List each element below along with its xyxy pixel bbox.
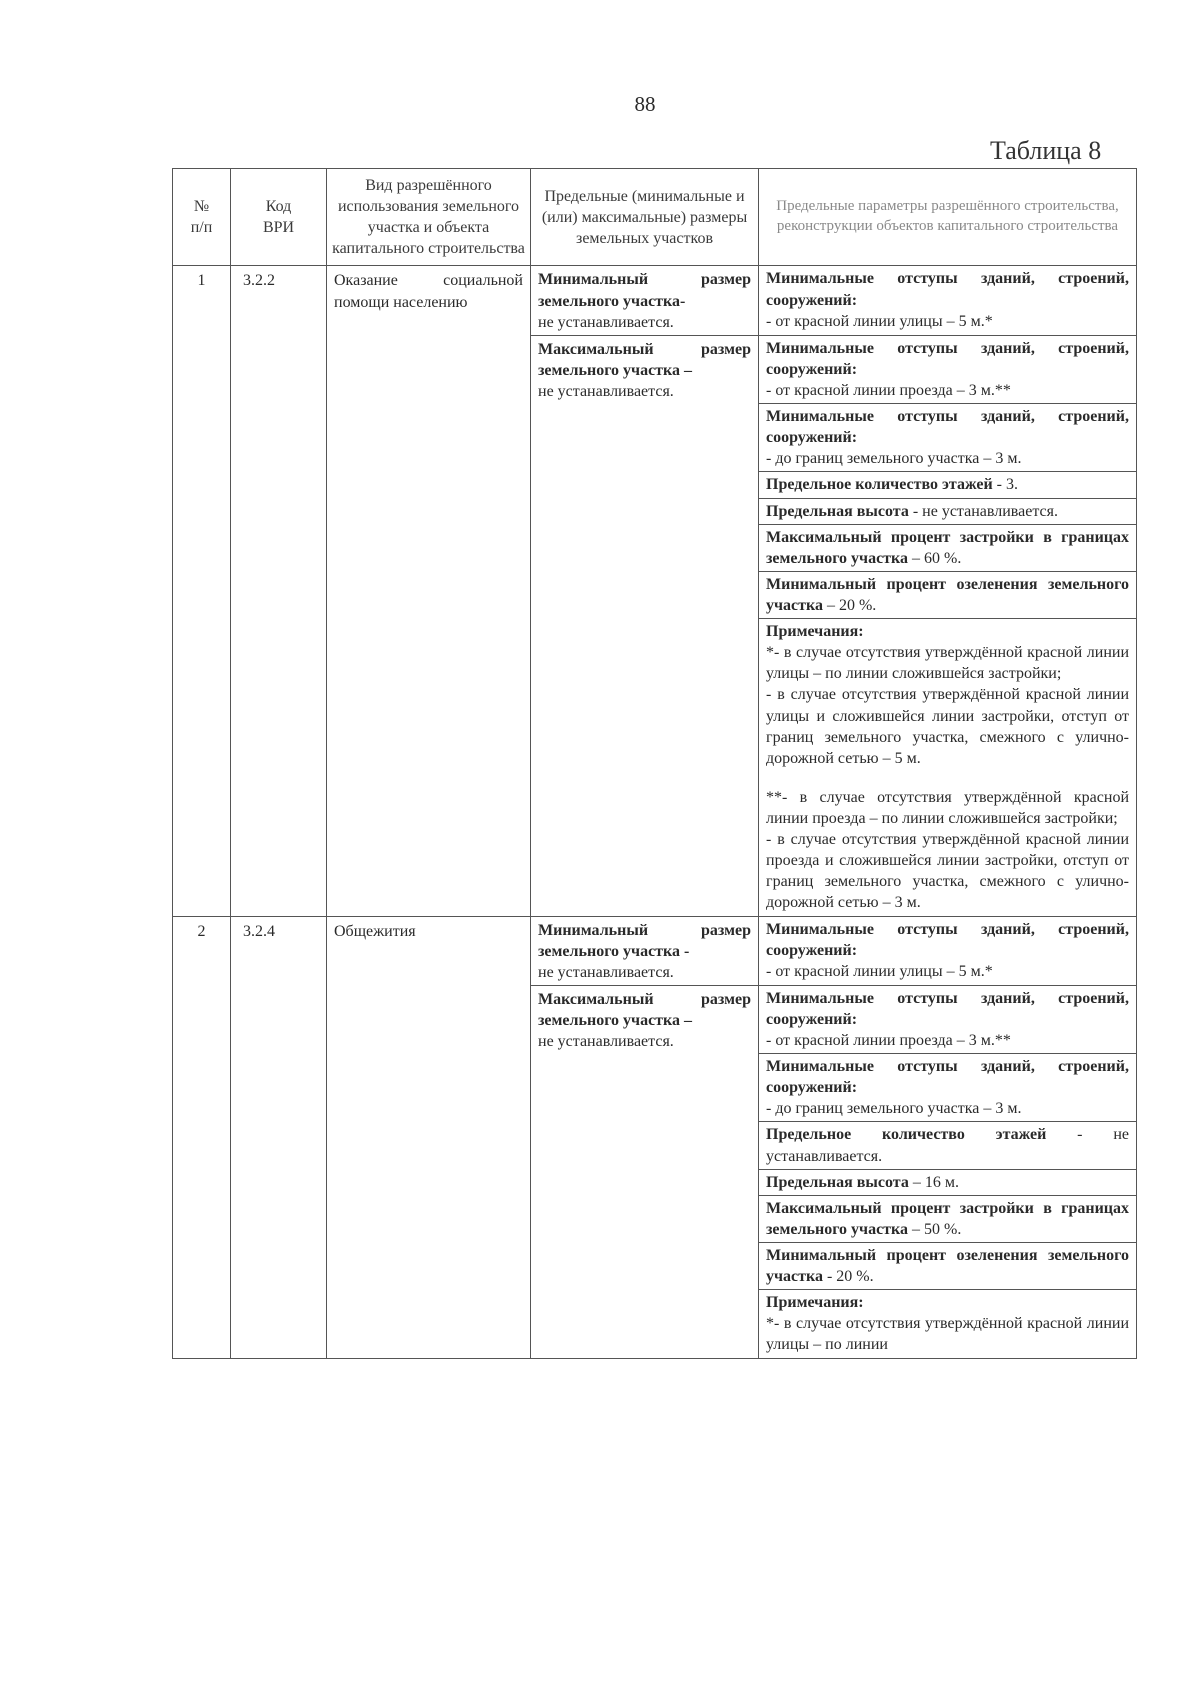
size-min	[531, 266, 759, 335]
param-subtable	[759, 336, 1136, 916]
param-cell	[759, 1243, 1136, 1290]
param-cell	[759, 571, 1136, 618]
param-label: Минимальный процент озеленения земельного участка	[766, 575, 1129, 614]
row-code: 3.2.2	[231, 266, 327, 916]
table-header-row	[173, 169, 1137, 266]
notes-cell	[759, 619, 1136, 916]
param-label: Предельная высота	[766, 502, 909, 520]
param-value: – 60 %.	[908, 549, 962, 567]
param-cell	[759, 472, 1136, 498]
col-header-sizes: Предельные (минимальные и (или) максимальные) размеры земельных участков	[531, 169, 759, 266]
param-label: Минимальные отступы зданий, строений, сооружений:	[766, 920, 1129, 959]
param-label: Максимальный процент застройки в границах земельного участка	[766, 528, 1129, 567]
param-cell	[759, 986, 1136, 1054]
size-min-value: не устанавливается.	[538, 963, 674, 981]
table-row	[173, 916, 1137, 985]
size-max-label: Максимальный размер земельного участка –	[538, 340, 751, 379]
size-max	[531, 335, 759, 916]
param-value: - не устанавливается.	[908, 502, 1058, 520]
param-cell	[759, 1122, 1136, 1169]
table-row	[173, 266, 1137, 335]
page-number: 88	[634, 92, 656, 116]
col-header-vri: Вид разрешённого использования земельного участка и объекта капитального строительства	[327, 169, 531, 266]
param-value: – 50 %.	[908, 1220, 962, 1238]
param-cell	[759, 1169, 1136, 1195]
param-label: Минимальные отступы зданий, строений, сооружений:	[766, 408, 1129, 447]
table-title: Таблица 8	[990, 136, 1102, 165]
size-max-value: не устанавливается.	[538, 382, 674, 400]
param-stack	[759, 335, 1137, 916]
param-value: - до границ земельного участка – 3 м.	[766, 1100, 1022, 1118]
param-cell	[759, 404, 1136, 472]
row-num: 1	[173, 266, 231, 916]
notes-label: Примечания:	[766, 623, 864, 641]
size-min	[531, 916, 759, 985]
note: *- в случае отсутствия утверждённой красной линии улицы – по линии сложившейся застройки;	[766, 644, 1129, 683]
col-header-code: Код ВРИ	[231, 169, 327, 266]
param-cell	[759, 1195, 1136, 1242]
param-label: Предельное количество этажей	[766, 1126, 1047, 1144]
param-value: – 20 %.	[822, 596, 877, 614]
size-max-value: не устанавливается.	[538, 1033, 674, 1051]
notes-cell	[759, 1290, 1136, 1358]
row-num: 2	[173, 916, 231, 1358]
note: - в случае отсутствия утверждённой красной линии улицы и сложившейся линии застройки, отступ от границ земельного участка, смежного с улично-дорожной сетью – 5 м.	[766, 686, 1129, 767]
col-header-num: № п/п	[173, 169, 231, 266]
param-label: Максимальный процент застройки в границах земельного участка	[766, 1199, 1129, 1238]
param-label: Минимальные отступы зданий, строений, сооружений:	[766, 989, 1129, 1028]
param-label: Минимальные отступы зданий, строений, сооружений:	[766, 339, 1129, 378]
row-vri: Оказание социальной помощи населению	[327, 266, 531, 916]
size-max	[531, 985, 759, 1358]
row-vri: Общежития	[327, 916, 531, 1358]
param-label: Предельная высота	[766, 1173, 909, 1191]
param-value: - от красной линии проезда – 3 м.**	[766, 1032, 1011, 1050]
note: - в случае отсутствия утверждённой красной линии проезда и сложившейся линии застройки, отступ от границ земельного участка, смежного с улично-дорожной сетью – 3 м.	[766, 831, 1129, 912]
param-value: - от красной линии улицы – 5 м.*	[766, 312, 993, 330]
size-min-label: Минимальный размер земельного участка-	[538, 271, 751, 310]
notes-label: Примечания:	[766, 1294, 864, 1312]
param-cell	[759, 266, 1137, 335]
param-label: Минимальные отступы зданий, строений, сооружений:	[766, 1058, 1129, 1097]
param-cell	[759, 336, 1136, 404]
param-cell	[759, 524, 1136, 571]
row-code: 3.2.4	[231, 916, 327, 1358]
size-max-label: Максимальный размер земельного участка –	[538, 990, 751, 1029]
param-label: Минимальные отступы зданий, строений, сооружений:	[766, 270, 1129, 309]
size-min-label: Минимальный размер земельного участка -	[538, 921, 751, 960]
param-value: - до границ земельного участка – 3 м.	[766, 450, 1022, 468]
param-stack	[759, 985, 1137, 1358]
param-label: Предельное количество этажей	[766, 476, 993, 494]
param-value: - от красной линии улицы – 5 м.*	[766, 962, 993, 980]
param-value: - 3.	[992, 476, 1018, 494]
note: *- в случае отсутствия утверждённой красной линии улицы – по линии	[766, 1315, 1129, 1354]
note: **- в случае отсутствия утверждённой красной линии проезда – по линии сложившейся застройки;	[766, 788, 1129, 827]
param-label: Минимальный процент озеленения земельного участка	[766, 1247, 1129, 1286]
size-min-value: не устанавливается.	[538, 313, 674, 331]
param-cell	[759, 1054, 1136, 1122]
param-value: – 16 м.	[908, 1173, 959, 1191]
param-value: - не устанавливается.	[766, 1126, 1129, 1165]
param-value: - от красной линии проезда – 3 м.**	[766, 381, 1011, 399]
param-cell	[759, 498, 1136, 524]
param-subtable	[759, 986, 1136, 1358]
param-cell	[759, 916, 1137, 985]
zoning-table	[172, 168, 1137, 1359]
param-value: - 20 %.	[822, 1268, 874, 1286]
col-header-params: Предельные параметры разрешённого строительства, реконструкции объектов капитального строительства	[759, 169, 1137, 266]
